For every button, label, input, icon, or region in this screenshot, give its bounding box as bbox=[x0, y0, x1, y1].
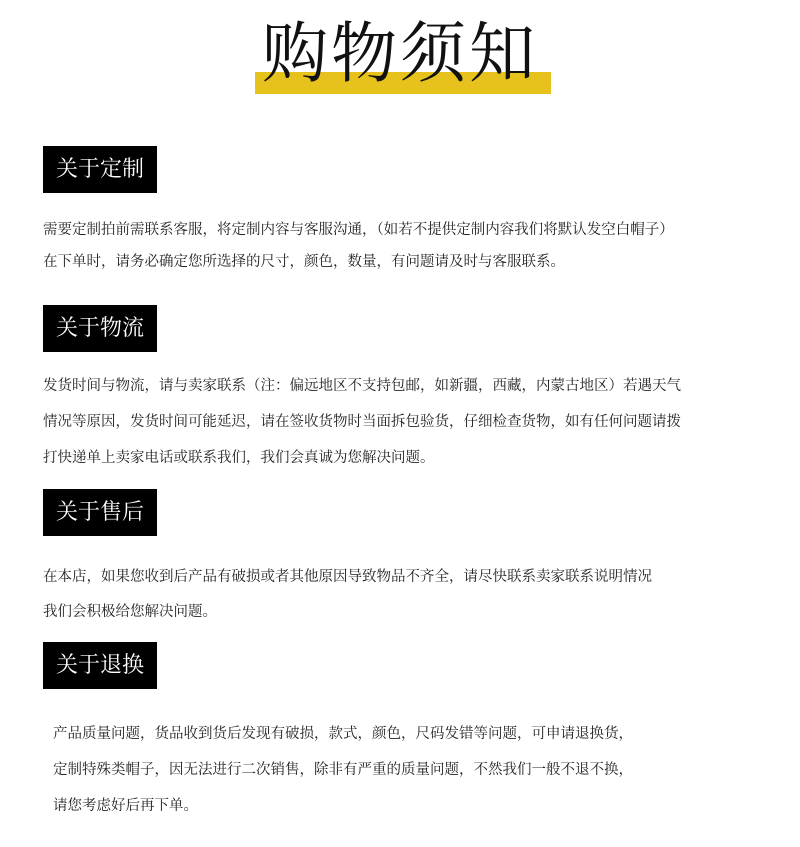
section-custom-line-1: 需要定制拍前需联系客服，将定制内容与客服沟通，（如若不提供定制内容我们将默认发空白帽子） bbox=[43, 222, 674, 238]
section-label-returns: 关于退换 bbox=[43, 642, 157, 689]
section-label-custom: 关于定制 bbox=[43, 146, 157, 193]
section-label-aftersales: 关于售后 bbox=[43, 489, 157, 536]
page-title: 购物须知 bbox=[262, 15, 538, 92]
section-aftersales-line-1: 在本店，如果您收到后产品有破损或者其他原因导致物品不齐全，请尽快联系卖家联系说明情况 bbox=[43, 569, 652, 585]
section-label-logistics: 关于物流 bbox=[43, 305, 157, 352]
section-logistics-line-3: 打快递单上卖家电话或联系我们，我们会真诚为您解决问题。 bbox=[43, 450, 435, 466]
section-returns-line-2: 定制特殊类帽子，因无法进行二次销售，除非有严重的质量问题，不然我们一般不退不换， bbox=[53, 762, 633, 778]
section-returns-line-1: 产品质量问题，货品收到货后发现有破损，款式，颜色，尺码发错等问题，可申请退换货， bbox=[53, 726, 633, 742]
section-returns-line-3: 请您考虑好后再下单。 bbox=[53, 798, 198, 814]
page-header bbox=[0, 0, 800, 110]
section-logistics-line-1: 发货时间与物流，请与卖家联系（注：偏远地区不支持包邮，如新疆，西藏，内蒙古地区）若遇天气 bbox=[43, 378, 681, 394]
section-aftersales-line-2: 我们会积极给您解决问题。 bbox=[43, 604, 217, 620]
section-custom-line-2: 在下单时，请务必确定您所选择的尺寸，颜色，数量，有问题请及时与客服联系。 bbox=[43, 254, 565, 270]
section-logistics-line-2: 情况等原因，发货时间可能延迟，请在签收货物时当面拆包验货，仔细检查货物，如有任何问题请拨 bbox=[43, 414, 681, 430]
